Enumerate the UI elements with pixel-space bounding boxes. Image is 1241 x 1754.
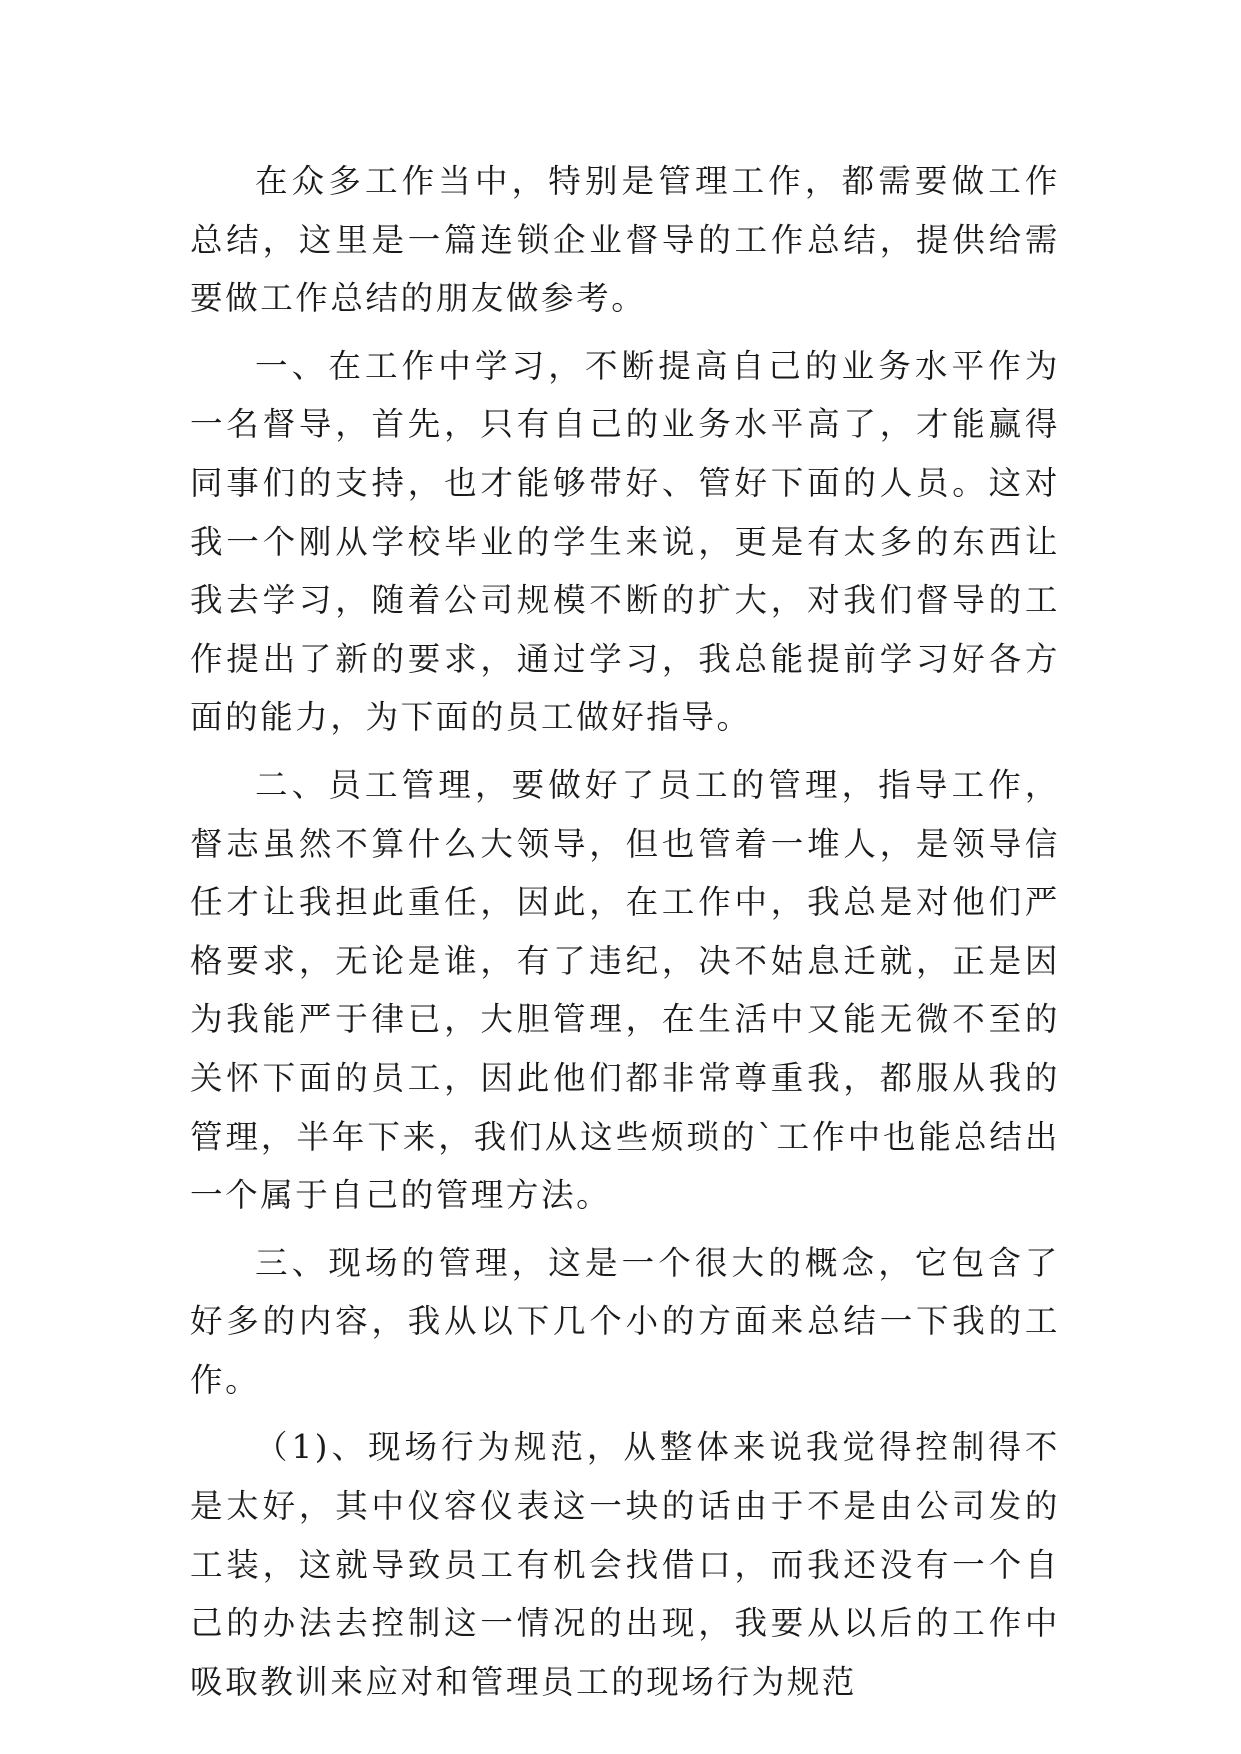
section-2-paragraph: 二、员工管理，要做好了员工的管理，指导工作，督志虽然不算什么大领导，但也管着一堆人，是领导信任才让我担此重任，因此，在工作中，我总是对他们严格要求，无论是谁，有了违纪，决不姑息迁就，正是因为我能严于律已，大胆管理，在生活中又能无微不至的关怀下面的员工，因此他们都非常尊重我，都服从我的管理，半年下来，我们从这些烦琐的`工作中也能总结出一个属于自己的管理方法。 (190, 765, 1060, 1215)
section-3-item-1-paragraph: （1)、现场行为规范，从整体来说我觉得控制得不是太好，其中仪容仪表这一块的话由于不是由公司发的工装，这就导致员工有机会找借口，而我还没有一个自己的办法去控制这一情况的出现，我要从以后的工作中吸取教训来应对和管理员工的现场行为规范 (190, 1428, 1060, 1701)
document-body (190, 152, 1060, 1711)
intro-paragraph: 在众多工作当中，特别是管理工作，都需要做工作总结，这里是一篇连锁企业督导的工作总结，提供给需要做工作总结的朋友做参考。 (190, 162, 1060, 318)
section-3-paragraph: 三、现场的管理，这是一个很大的概念，它包含了好多的内容，我从以下几个小的方面来总结一下我的工作。 (190, 1243, 1060, 1399)
section-1-paragraph: 一、在工作中学习，不断提高自己的业务水平作为一名督导，首先，只有自己的业务水平高了，才能赢得同事们的支持，也才能够带好、管好下面的人员。这对我一个刚从学校毕业的学生来说，更是有太多的东西让我去学习，随着公司规模不断的扩大，对我们督导的工作提出了新的要求，通过学习，我总能提前学习好各方面的能力，为下面的员工做好指导。 (190, 346, 1060, 737)
